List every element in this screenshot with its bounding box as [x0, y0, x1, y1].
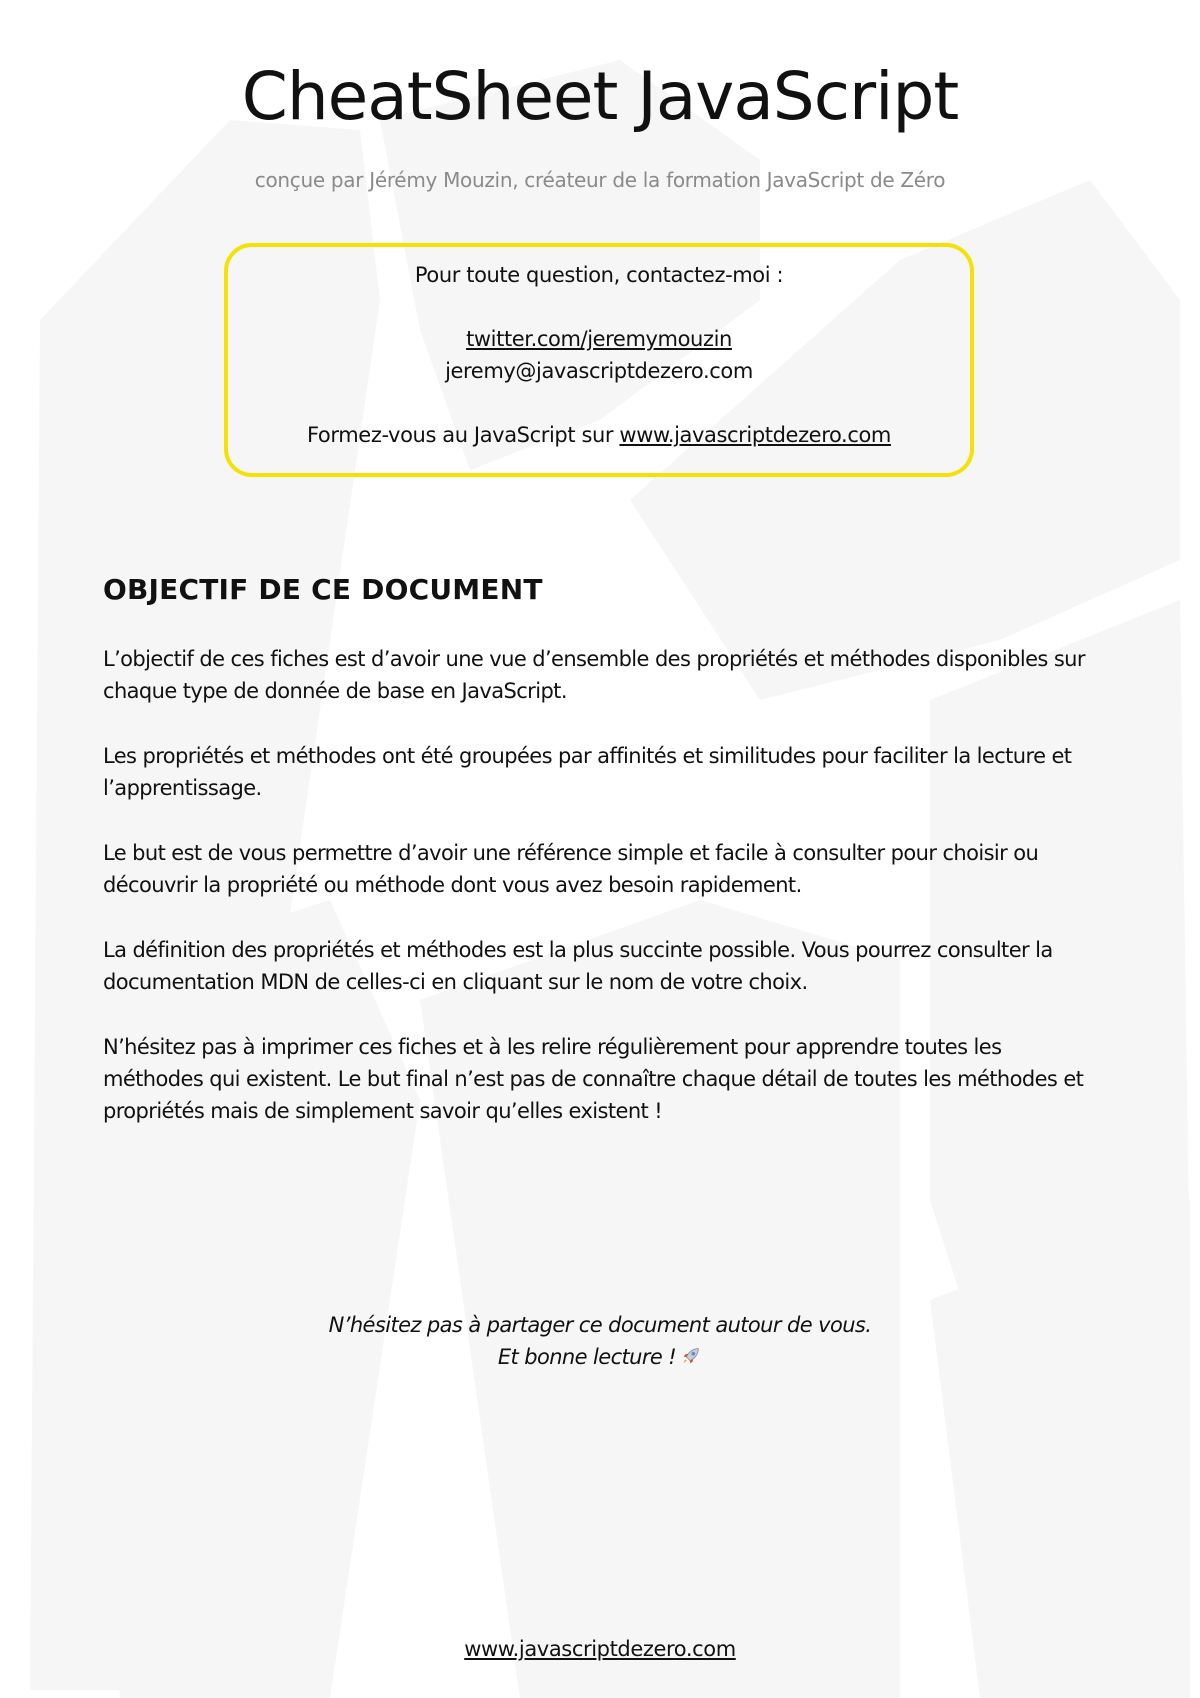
page-subtitle: conçue par Jérémy Mouzin, créateur de la formation JavaScript de Zéro [254, 168, 946, 192]
contact-box [224, 243, 974, 477]
paragraph-5: N’hésitez pas à imprimer ces fiches et à les relire régulièrement pour apprendre toutes les méthodes qui existent. Le but final n’est pas de connaître chaque détail de toutes les méthodes et propriétés mais de simplement savoir qu’elles existent ! [103, 1035, 1084, 1123]
footer-website-link[interactable]: www.javascriptdezero.com [464, 1637, 736, 1661]
closing-message [0, 1309, 1200, 1373]
paragraph-2: Les propriétés et méthodes ont été groupées par affinités et similitudes pour faciliter la lecture et l’apprentissage. [103, 744, 1072, 800]
closing-line-1: N’hésitez pas à partager ce document autour de vous. [328, 1313, 872, 1337]
training-line [228, 423, 970, 447]
paragraph-3: Le but est de vous permettre d’avoir une référence simple et facile à consulter pour choisir ou découvrir la propriété ou méthode dont vous avez besoin rapidement. [103, 841, 1039, 897]
twitter-link[interactable]: twitter.com/jeremymouzin [466, 327, 732, 351]
rocket-icon [680, 1345, 702, 1367]
paragraph-4: La définition des propriétés et méthodes est la plus succinte possible. Vous pourrez consulter la documentation MDN de celles-ci en cliquant sur le nom de votre choix. [103, 938, 1053, 994]
training-prefix: Formez-vous au JavaScript sur [307, 423, 620, 447]
contact-heading: Pour toute question, contactez-moi : [414, 263, 784, 287]
closing-line-2: Et bonne lecture ! [497, 1345, 677, 1369]
email-address: jeremy@javascriptdezero.com [445, 359, 753, 383]
training-website-link[interactable]: www.javascriptdezero.com [619, 423, 891, 447]
section-title: OBJECTIF DE CE DOCUMENT [103, 573, 543, 606]
closing-line-2-wrap [0, 1341, 1200, 1373]
page-title: CheatSheet JavaScript [241, 58, 959, 135]
paragraph-1: L’objectif de ces fiches est d’avoir une vue d’ensemble des propriétés et méthodes disponibles sur chaque type de donnée de base en JavaScript. [103, 647, 1085, 703]
